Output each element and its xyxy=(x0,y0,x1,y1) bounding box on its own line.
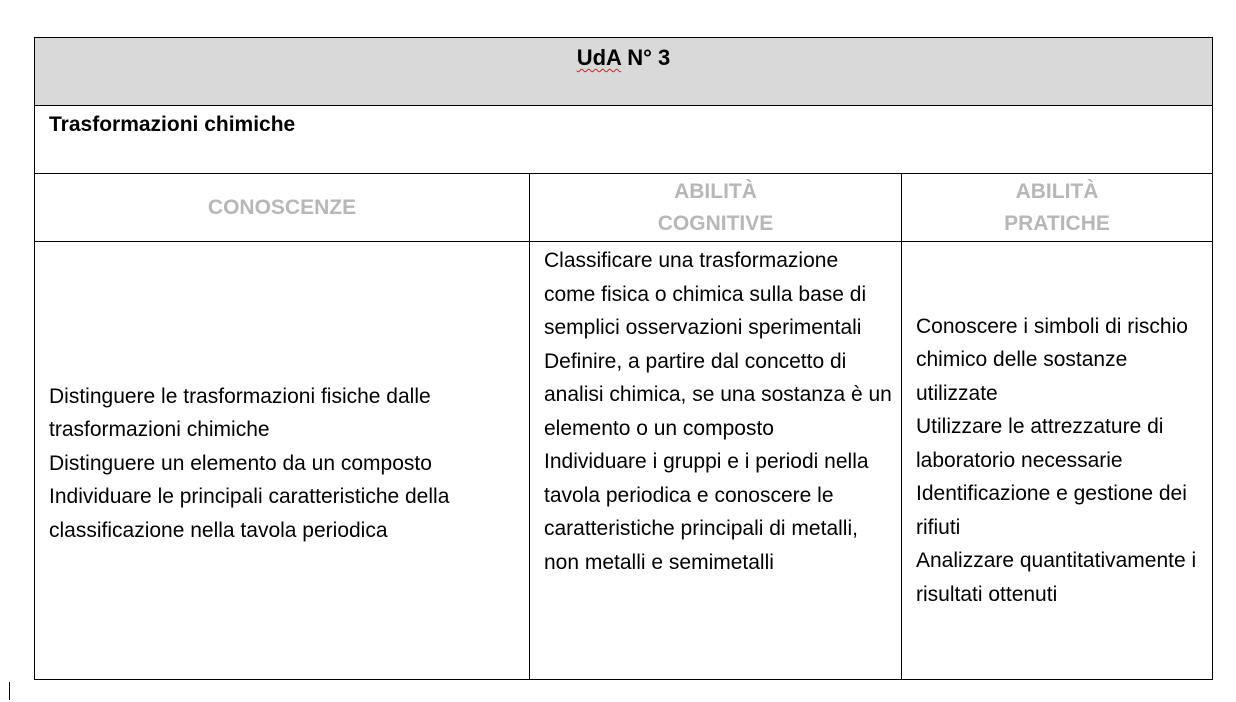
header-abilita-cognitive xyxy=(530,174,902,242)
abilita-pratiche-cell xyxy=(902,242,1213,680)
uda-table xyxy=(34,37,1213,680)
conoscenze-item: Distinguere un elemento da un composto xyxy=(49,451,432,475)
abilita-pratiche-item: Identificazione e gestione dei rifiuti xyxy=(916,482,1187,539)
conoscenze-item: Individuare le principali caratteristiche della classificazione nella tavola periodica xyxy=(49,485,450,542)
uda-title-prefix: UdA xyxy=(576,45,622,70)
header-abilita-cognitive-line2: COGNITIVE xyxy=(657,211,774,235)
subject-title: Trasformazioni chimiche xyxy=(49,113,296,136)
conoscenze-item: Distinguere le trasformazioni fisiche dalle trasformazioni chimiche xyxy=(49,384,431,442)
header-abilita-cognitive-line1: ABILITÀ xyxy=(674,179,757,203)
text-cursor xyxy=(9,682,10,700)
abilita-cognitive-item: Definire, a partire dal concetto di analisi chimica, se una sostanza è un elemento o un composto xyxy=(544,349,892,440)
abilita-pratiche-item: Utilizzare le attrezzature di laboratorio necessarie xyxy=(916,415,1164,472)
abilita-cognitive-cell xyxy=(530,242,902,680)
conoscenze-cell xyxy=(35,242,530,680)
header-abilita-pratiche-line1: ABILITÀ xyxy=(1015,179,1099,203)
header-conoscenze-label: CONOSCENZE xyxy=(207,195,357,219)
abilita-pratiche-item: Analizzare quantitativamente i risultati ottenuti xyxy=(916,549,1197,606)
abilita-cognitive-item: Classificare una trasformazione come fisica o chimica sulla base di semplici osservazioni sperimentali xyxy=(544,249,867,339)
abilita-pratiche-item: Conoscere i simboli di rischio chimico delle sostanze utilizzate xyxy=(916,314,1188,405)
uda-title xyxy=(577,43,671,73)
abilita-cognitive-item: Individuare i gruppi e i periodi nella tavola periodica e conoscere le caratteristiche principali di metalli, non metalli e semimetalli xyxy=(544,450,869,574)
header-abilita-pratiche-line2: PRATICHE xyxy=(1004,211,1110,235)
subject-cell xyxy=(35,106,1213,174)
uda-title-suffix: N° 3 xyxy=(621,45,671,70)
header-abilita-pratiche xyxy=(902,174,1213,242)
title-cell xyxy=(35,38,1213,106)
header-conoscenze xyxy=(35,174,530,242)
